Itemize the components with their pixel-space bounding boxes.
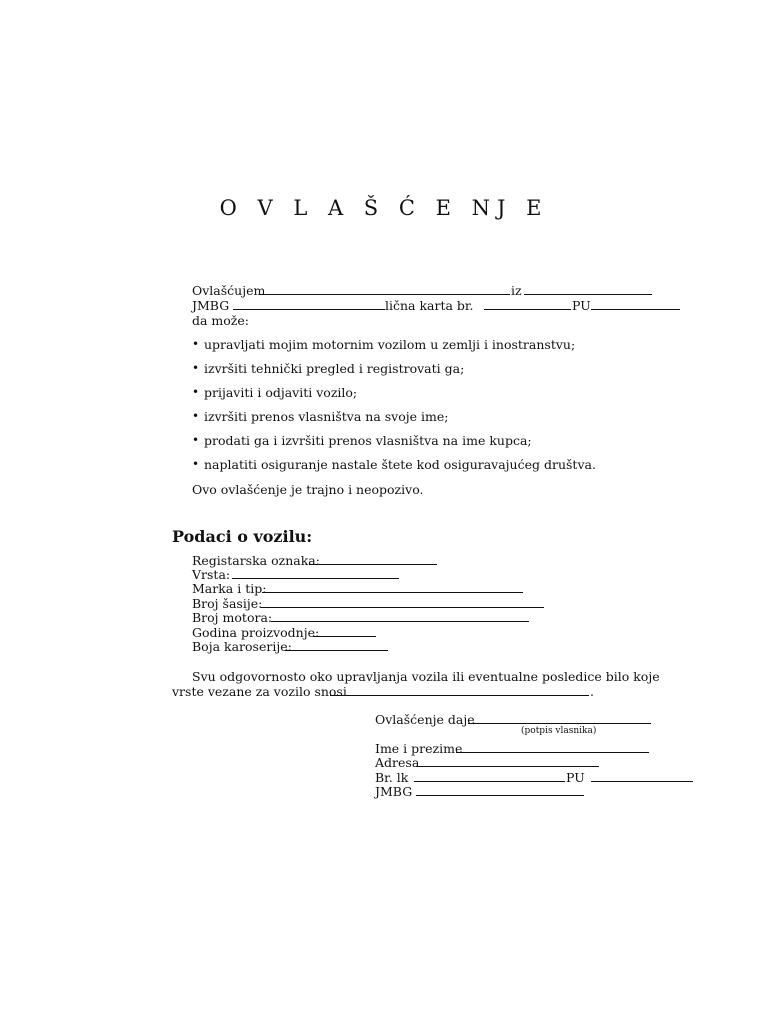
iz-label: iz — [511, 283, 522, 298]
color-blank[interactable] — [285, 650, 388, 651]
engine-blank[interactable] — [271, 621, 529, 622]
br-lk-blank[interactable] — [414, 781, 565, 782]
ovlascujem-label: Ovlašćujem — [192, 283, 266, 298]
address-blank[interactable] — [416, 766, 599, 767]
place-blank[interactable] — [524, 294, 652, 295]
bullet-icon: • — [192, 433, 200, 447]
full-name-blank[interactable] — [456, 752, 649, 753]
engine-label: Broj motora: — [192, 610, 273, 625]
licna-karta-label: lična karta br. — [385, 298, 474, 313]
pu-label: PU — [572, 298, 591, 313]
bullet-icon: • — [192, 385, 200, 399]
chassis-blank[interactable] — [261, 607, 544, 608]
address-label: Adresa — [375, 755, 420, 770]
registration-label: Registarska oznaka: — [192, 553, 320, 568]
owner-signature-blank[interactable] — [468, 723, 651, 724]
make-model-label: Marka i tip: — [192, 581, 267, 596]
list-item: upravljati mojim motornim vozilom u zemlji i inostranstvu; — [204, 337, 576, 352]
owner-jmbg-blank[interactable] — [416, 795, 584, 796]
make-model-blank[interactable] — [262, 592, 523, 593]
jmbg-blank[interactable] — [233, 309, 385, 310]
chassis-label: Broj šasije: — [192, 596, 263, 611]
list-item: izvršiti prenos vlasništva na svoje ime; — [204, 409, 449, 424]
vrsta-label: Vrsta: — [192, 567, 231, 582]
responsibility-end: . — [590, 684, 594, 699]
bullet-icon: • — [192, 361, 200, 375]
br-lk-label: Br. lk — [375, 770, 409, 785]
responsibility-line1: Svu odgovornosto oko upravljanja vozila ili eventualne posledice bilo koje — [192, 669, 660, 684]
signature-caption: (potpis vlasnika) — [521, 726, 597, 736]
responsibility-line2: vrste vezane za vozilo snosi — [172, 684, 347, 699]
full-name-label: Ime i prezime — [375, 741, 463, 756]
list-item: naplatiti osiguranje nastale štete kod osiguravajućeg društva. — [204, 457, 596, 472]
vehicle-heading: Podaci o vozilu: — [172, 527, 313, 546]
year-label: Godina proizvodnje: — [192, 625, 320, 640]
registration-blank[interactable] — [309, 564, 437, 565]
document-title: O V L A Š Ć E NJ E — [219, 196, 549, 220]
bullet-icon: • — [192, 337, 200, 351]
list-item: prijaviti i odjaviti vozilo; — [204, 385, 358, 400]
list-item: izvršiti tehnički pregled i registrovati ga; — [204, 361, 465, 376]
list-item: prodati ga i izvršiti prenos vlasništva na ime kupca; — [204, 433, 532, 448]
year-blank[interactable] — [313, 636, 376, 637]
owner-jmbg-label: JMBG — [375, 784, 413, 799]
permanent-note: Ovo ovlašćenje je trajno i neopozivo. — [192, 482, 424, 497]
bullet-icon: • — [192, 457, 200, 471]
ovlascenje-daje-label: Ovlašćenje daje — [375, 712, 475, 727]
da-moze-label: da može: — [192, 313, 250, 328]
pu-blank[interactable] — [591, 309, 680, 310]
bullet-icon: • — [192, 409, 200, 423]
vrsta-blank[interactable] — [232, 578, 399, 579]
id-card-blank[interactable] — [484, 309, 571, 310]
color-label: Boja karoserije: — [192, 639, 292, 654]
owner-pu-blank[interactable] — [591, 781, 693, 782]
owner-pu-label: PU — [566, 770, 585, 785]
authorized-person-blank[interactable] — [259, 294, 510, 295]
responsible-party-blank[interactable] — [330, 695, 589, 696]
jmbg-label: JMBG — [192, 298, 230, 313]
